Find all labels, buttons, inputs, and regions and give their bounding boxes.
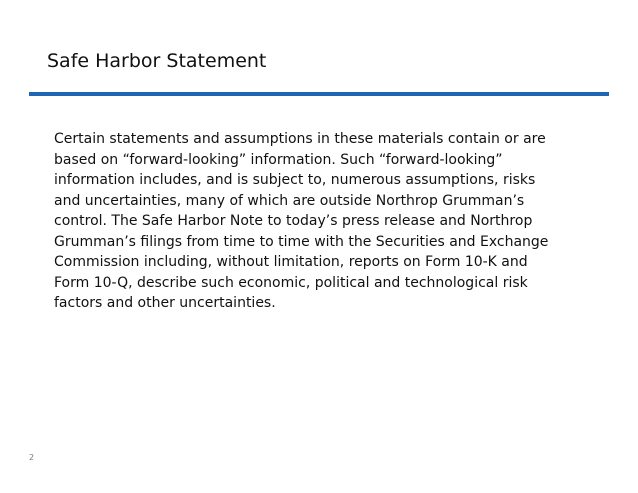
paragraph-line: factors and other uncertainties.	[54, 295, 276, 311]
slide-title: Safe Harbor Statement	[47, 50, 267, 72]
paragraph-line: and uncertainties, many of which are outside Northrop Grumman’s	[54, 192, 525, 209]
paragraph-line: control. The Safe Harbor Note to today’s press release and Northrop	[54, 213, 533, 229]
safe-harbor-paragraph	[54, 129, 574, 314]
paragraph-line: Grumman’s filings from time to time with the Securities and Exchange	[54, 233, 549, 250]
title-divider	[29, 92, 609, 96]
paragraph-line: information includes, and is subject to, numerous assumptions, risks	[54, 172, 536, 188]
page-number: 2	[29, 453, 35, 462]
paragraph-line: Form 10-Q, describe such economic, political and technological risk	[54, 274, 528, 291]
paragraph-line: Commission including, without limitation, reports on Form 10-K and	[54, 254, 528, 270]
paragraph-line: Certain statements and assumptions in these materials contain or are	[54, 131, 546, 147]
paragraph-line: based on “forward-looking” information. Such “forward-looking”	[54, 151, 503, 168]
